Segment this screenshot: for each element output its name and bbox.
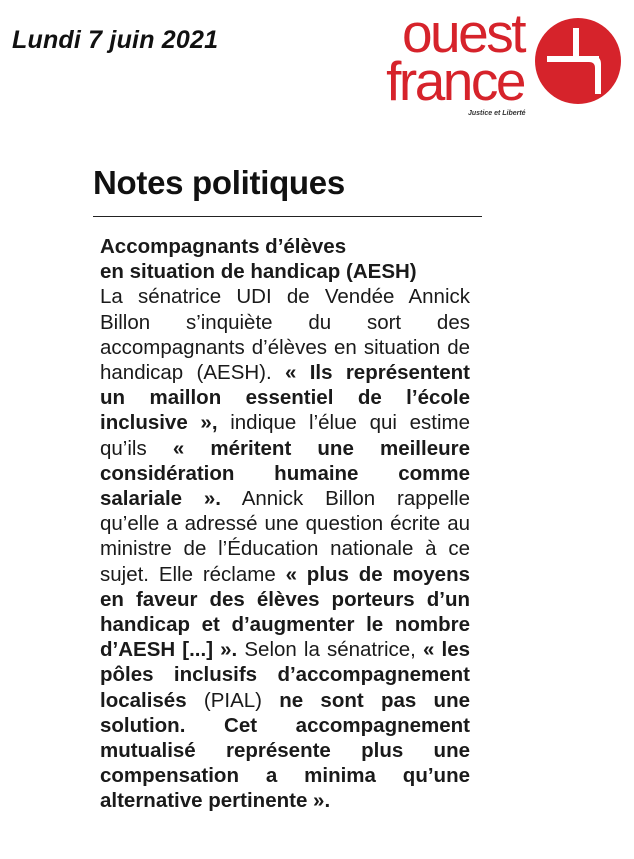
article-body (100, 285, 470, 812)
section-title: Notes politiques (93, 164, 345, 201)
logo-word-ouest: ouest (401, 2, 524, 64)
body-segment: Selon la sénatrice, (237, 638, 423, 662)
logo-tagline: Justice et Liberté (468, 110, 526, 117)
body-segment: (PIAL) (186, 688, 280, 712)
body-segment: Annick Billon rappelle qu’elle a adressé une question écrite au ministre de l’Éducation nationale à ce sujet. Elle réclame (100, 487, 470, 586)
logo-word-france: france (386, 50, 524, 112)
body-quote: « Ils représentent un maillon essentiel de l’école inclusive », (100, 361, 471, 435)
body-quote: ne sont pas une solution. Cet accompagnement mutualisé représente plus une compensation a minima qu’une alternative pertinente ». (100, 688, 470, 813)
article-headline (100, 234, 470, 284)
body-quote: « plus de moyens en faveur des élèves porteurs d’un handicap et d’augmenter le nombre d’AESH [...] ». (100, 562, 470, 662)
section-divider (93, 216, 482, 217)
body-quote: « méritent une meilleure considération humaine comme salariale ». (100, 436, 470, 511)
headline-line-2: en situation de handicap (AESH) (100, 260, 417, 284)
body-segment: La sénatrice UDI de Vendée Annick Billon s’inquiète du sort des accompagnants d’élèves en situation de handicap (AESH). (100, 285, 470, 385)
logo-emblem-icon (535, 18, 621, 104)
headline-line-1: Accompagnants d’élèves (100, 235, 347, 258)
publication-date: Lundi 7 juin 2021 (12, 26, 219, 54)
body-segment: indique l’élue qui estime qu’ils (100, 411, 471, 460)
article (100, 234, 470, 814)
body-quote: « les pôles inclusifs d’accompagnement localisés (100, 638, 470, 712)
